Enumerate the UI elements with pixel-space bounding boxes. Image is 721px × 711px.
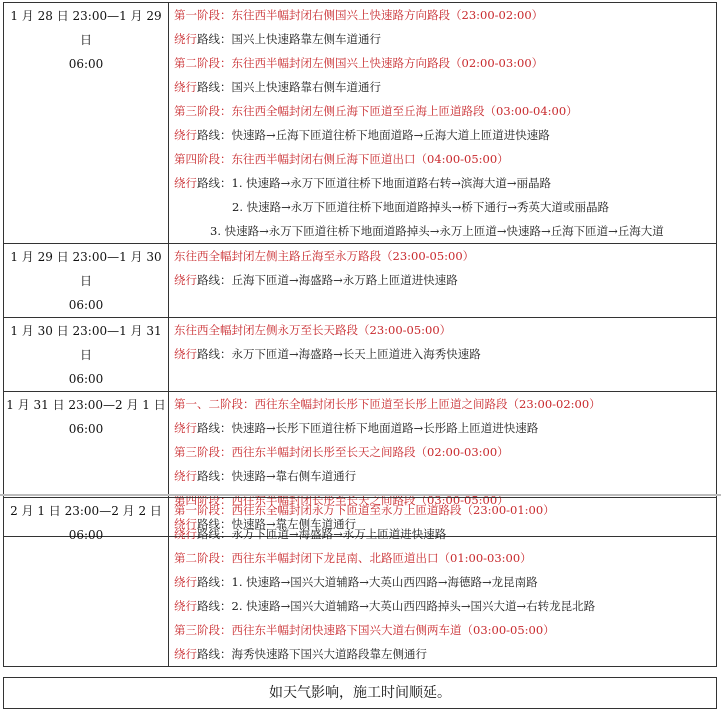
detour-route (174, 268, 716, 292)
detour-label: 绕行 (174, 599, 197, 613)
schedule-row (4, 498, 717, 667)
detour-label: 绕行 (174, 176, 197, 190)
detour-text: 路线：国兴上快速路靠右侧车道通行 (197, 80, 381, 94)
closure-phase: 第二阶段：西往东半幅封闭下龙昆南、北路匝道出口（01:00-03:00） (174, 551, 532, 565)
date-range-start: 2 月 1 日 23:00—2 月 2 日 (10, 504, 162, 518)
detour-route (174, 123, 716, 147)
date-range-cell (4, 318, 169, 392)
date-range-start: 1 月 28 日 23:00—1 月 29 日 (10, 9, 162, 47)
closure-schedule-table-1 (3, 2, 717, 537)
schedule-row (4, 318, 717, 392)
weather-note: 如天气影响，施工时间顺延。 (3, 677, 717, 709)
detour-text: 路线：1. 快速路→国兴大道辅路→大英山西四路→海德路→龙昆南路 (197, 575, 538, 589)
detour-label: 绕行 (174, 575, 197, 589)
closure-phase: 东往西全幅封闭左侧主路丘海至永万路段（23:00-05:00） (174, 249, 475, 263)
detour-route (174, 642, 716, 666)
detour-route (174, 416, 716, 440)
detour-label: 绕行 (174, 527, 197, 541)
detour-route (174, 75, 716, 99)
detour-label: 绕行 (174, 273, 197, 287)
detour-text: 路线：快速路→靠右侧车道通行 (197, 469, 357, 483)
closure-phase: 第三阶段：西往东半幅封闭快速路下国兴大道右侧两车道（03:00-05:00） (174, 623, 555, 637)
closure-phase: 第四阶段：东往西半幅封闭右侧丘海下匝道出口（04:00-05:00） (174, 152, 509, 166)
closure-phase: 东往西全幅封闭左侧永万至长天路段（23:00-05:00） (174, 323, 452, 337)
closure-detail-cell (169, 498, 717, 667)
closure-phase: 第一、二阶段：西往东全幅封闭长彤下匝道至长彤上匝道之间路段（23:00-02:00） (174, 397, 601, 411)
date-range-end: 06:00 (68, 57, 104, 71)
detour-text: 路线：快速路→靠左侧车道通行 (197, 517, 357, 531)
closure-phase: 第一阶段：东往西半幅封闭右侧国兴上快速路方向路段（23:00-02:00） (174, 8, 544, 22)
closure-phase: 第四阶段：西往东半幅封闭长彤至长天之间路段（03:00-05:00） (174, 493, 509, 507)
detour-text: 路线：1. 快速路→永万下匝道往桥下地面道路右转→滨海大道→丽晶路 (197, 176, 552, 190)
closure-detail-cell (169, 318, 717, 392)
date-range-end: 06:00 (68, 422, 104, 436)
detour-route (174, 342, 716, 366)
detour-route-continued: 2. 快速路→永万下匝道往桥下地面道路掉头→桥下通行→秀英大道或丽晶路 (232, 200, 610, 214)
detour-text: 路线：国兴上快速路靠左侧车道通行 (197, 32, 381, 46)
closure-phase: 第一阶段：西往东全幅封闭永万下匝道至永万上匝道路段（23:00-01:00） (174, 503, 555, 517)
detour-text: 路线：丘海下匝道→海盛路→永万路上匝道进快速路 (197, 273, 458, 287)
detour-label: 绕行 (174, 647, 197, 661)
detour-route (174, 570, 716, 594)
detour-text: 路线：快速路→丘海下匝道往桥下地面道路→丘海大道上匝道进快速路 (197, 128, 550, 142)
detour-route (174, 464, 716, 488)
date-range-start: 1 月 31 日 23:00—2 月 1 日 (6, 398, 166, 412)
schedule-row (4, 244, 717, 318)
date-range-start: 1 月 30 日 23:00—1 月 31 日 (10, 324, 162, 362)
detour-text: 路线：永万下匝道→海盛路→长天上匝道进入海秀快速路 (197, 347, 481, 361)
detour-label: 绕行 (174, 469, 197, 483)
date-range-end: 06:00 (68, 528, 104, 542)
detour-label: 绕行 (174, 347, 197, 361)
detour-text: 路线：海秀快速路下国兴大道路段靠左侧通行 (197, 647, 427, 661)
date-range-cell (4, 498, 169, 667)
detour-text: 路线：永万下匝道→海盛路→永万上匝道进快速路 (197, 527, 447, 541)
schedule-row (4, 3, 717, 244)
detour-label: 绕行 (174, 80, 197, 94)
closure-phase: 第二阶段：东往西半幅封闭左侧国兴上快速路方向路段（02:00-03:00） (174, 56, 544, 70)
date-range-cell (4, 3, 169, 244)
closure-detail-cell (169, 244, 717, 318)
closure-detail-cell (169, 3, 717, 244)
detour-label: 绕行 (174, 128, 197, 142)
closure-phase: 第三阶段：西往东半幅封闭长彤至长天之间路段（02:00-03:00） (174, 445, 509, 459)
date-range-start: 1 月 29 日 23:00—1 月 30 日 (10, 250, 162, 288)
detour-text: 路线：2. 快速路→国兴大道辅路→大英山西四路掉头→国兴大道→右转龙昆北路 (197, 599, 596, 613)
detour-label: 绕行 (174, 32, 197, 46)
detour-label: 绕行 (174, 517, 197, 531)
detour-route (174, 522, 716, 546)
detour-label: 绕行 (174, 421, 197, 435)
date-range-end: 06:00 (68, 298, 104, 312)
date-range-end: 06:00 (68, 372, 104, 386)
detour-text: 路线：快速路→长彤下匝道往桥下地面道路→长彤路上匝道进快速路 (197, 421, 539, 435)
detour-route-continued: 3. 快速路→永万下匝道往桥下地面道路掉头→永万上匝道→快速路→丘海下匝道→丘海大道 (210, 224, 664, 238)
detour-route (174, 171, 716, 195)
closure-schedule-table-2 (3, 497, 717, 667)
detour-route (174, 594, 716, 618)
date-range-cell (4, 244, 169, 318)
page-separator (0, 494, 721, 496)
detour-route (174, 27, 716, 51)
closure-phase: 第三阶段：东往西全幅封闭左侧丘海下匝道至丘海上匝道路段（03:00-04:00） (174, 104, 578, 118)
